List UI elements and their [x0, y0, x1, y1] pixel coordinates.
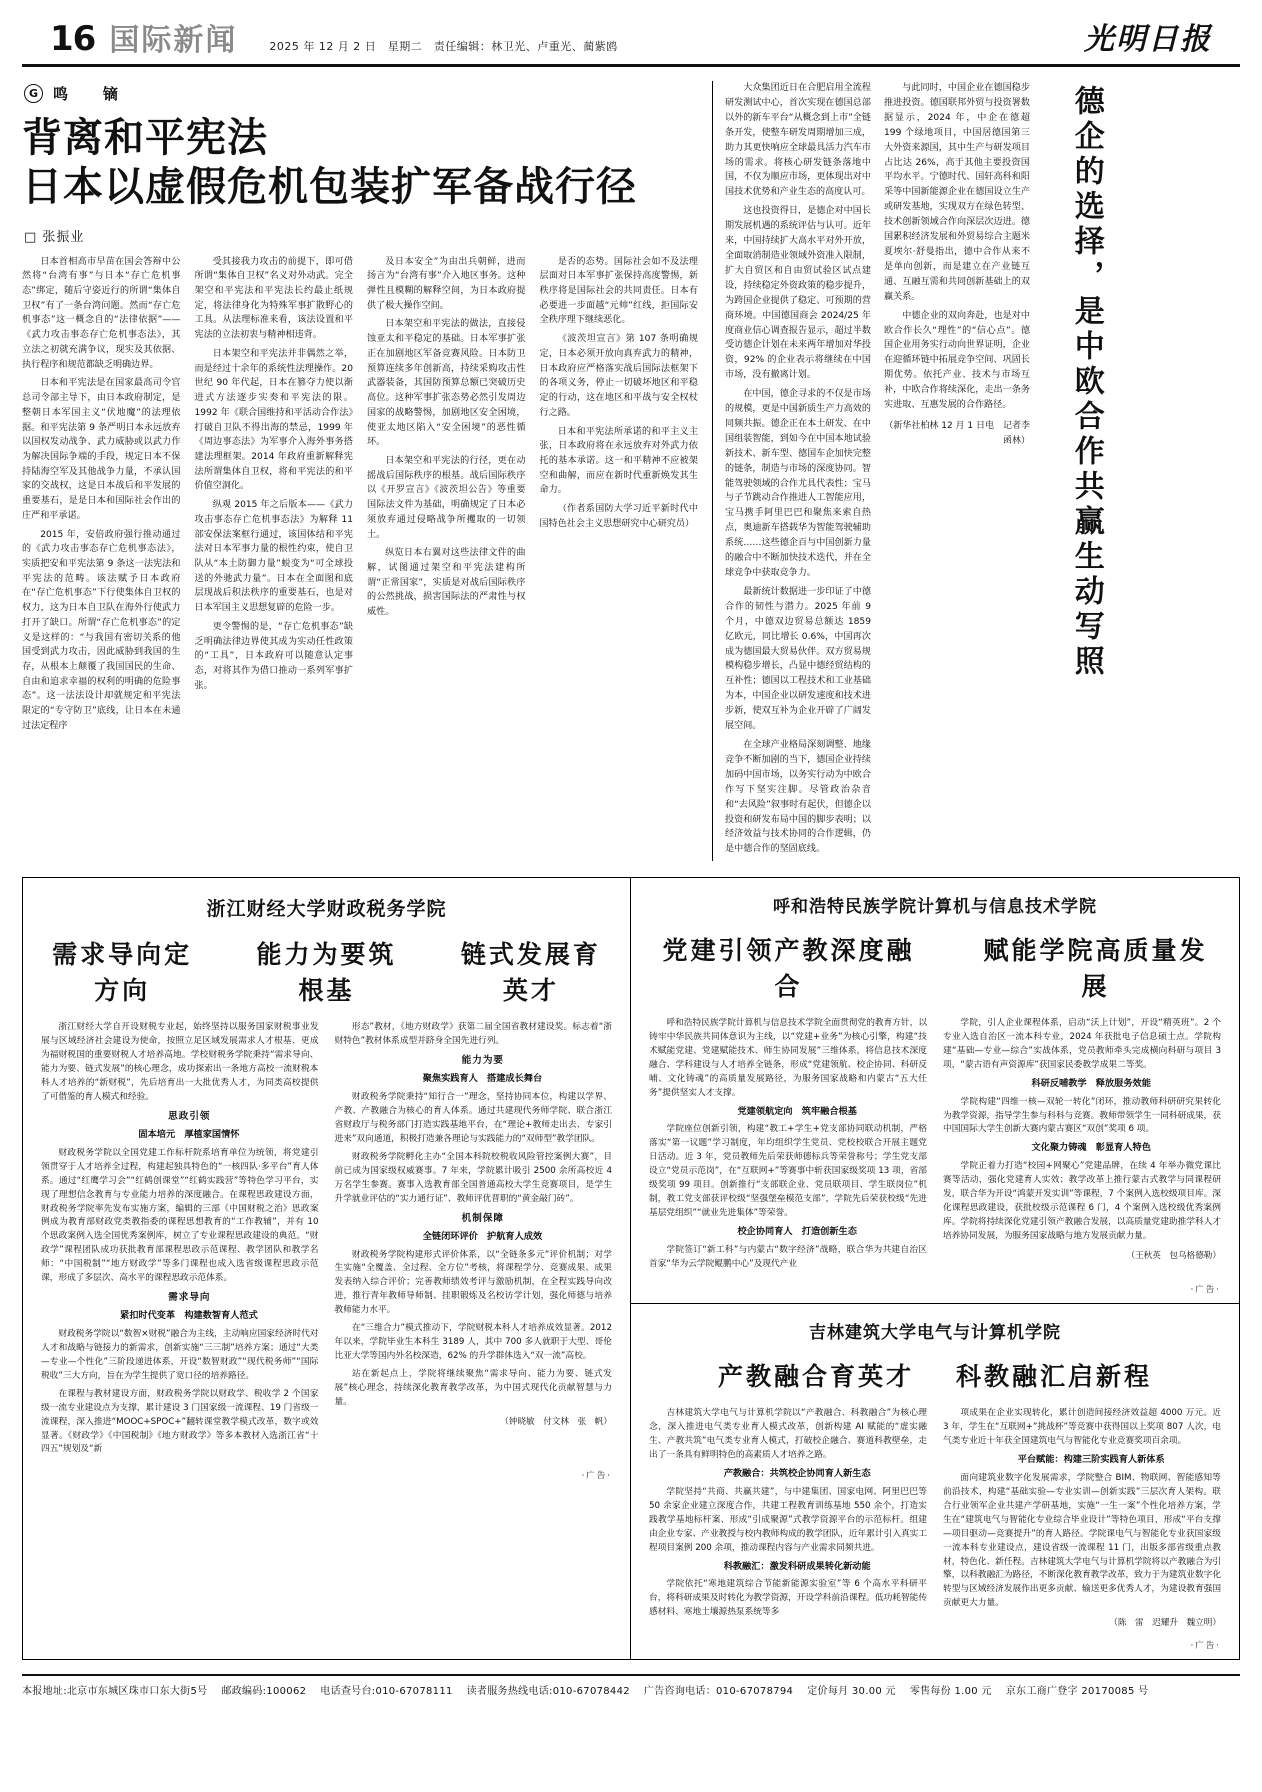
section-title: 国际新闻	[109, 23, 238, 58]
subheading: 文化聚力铸魂 彰显育人特色	[1031, 1142, 1151, 1154]
subheading: 能力为要	[461, 1055, 505, 1067]
masthead	[22, 0, 1240, 67]
top-article-zone	[22, 81, 1240, 861]
vertical-headline-block	[1042, 81, 1126, 861]
ad-right-column	[631, 878, 1239, 1659]
subheading: 机制保障	[461, 1212, 505, 1224]
source-line: （新华社柏林 12 月 1 日电 记者李函林）	[884, 420, 1030, 446]
article-column	[195, 255, 354, 738]
paragraph: 日本架空和平宪法的行径，更在动摇战后国际秩序的根基。战后国际秩序以《开罗宣言》《波茨坦公告》等重要国际法文件为基础，明确规定了日本必须放弃通过侵略战争所攫取的一切领土。	[367, 455, 526, 540]
paragraph: 项成果在企业实现转化，累计创造间接经济效益超 4000 万元。近 3 年，学生在“互联网+”挑战杯”等竞赛中获得国以上奖项 807 人次，电气类专业近十年获全国建筑电气与智能化专业竞赛奖项百余项。	[943, 1408, 1221, 1447]
footer-postcode: 邮政编码:100062	[221, 1685, 307, 1697]
paragraph: 更令警惕的是，“存亡危机事态”缺乏明确法律边界使其成为实动任性政策的“工具”，日本政府可以随意认定事态，对将其作为借口推动一系列军事扩张。	[194, 621, 353, 691]
paragraph: 学院，引人企业课程体系，启动“沃上计划”，开设“精英班”。2 个专业入选自治区一流本科专业，2024 年获批电子信息硕士点。学院构建“基础—专业—综合”实战体系，党员教师牵头完成横向科研与项目 3 项，“蒙古语有声资源库”获国家民委教学成果二等奖。	[943, 1018, 1221, 1070]
subheading: 聚焦实践育人 搭建成长舞台	[422, 1073, 543, 1085]
paragraph: 与此同时，中国企业在德国稳步推进投资。德国联邦外贸与投资署数据显示，2024 年，中企在德超 199 个绿地项目，中国居德国第三大外资来源国，其中生产与研发项目占比达 26%，高于其他主要投资国平均水平。宁德时代、国轩高科和阳采等中国新能源企业在德国设立生产或研发基地，实现双方在绿色转型、技术创新领域合作向深层次迈进。德国累积经济发展和外贸易综合主题米夏埃尔·舒曼指出，德中合作从来不是单向创新，而是建立在产业链互通、互融互需和共同创新基础上的双赢关系。	[884, 83, 1030, 302]
paragraph: 最新统计数据进一步印证了中德合作的韧性与潜力。2025 年前 9 个月，中德双边贸易总额达 1859 亿欧元，同比增长 0.6%，中国再次成为德国最大贸易伙伴。双方贸易规模构稳步增长，凸显中德经贸结构的互补性；德国以工程技术和工业基础为本，中国企业以研发速度和技术进步新，使双互补为企业开辟了广阔发展空间。	[725, 586, 871, 732]
paragraph: 纵观 2015 年之后版本——《武力攻击事态存亡危机事态法》为解释 11 部安保法案框行通过，该国体结和平宪法对日本军事力量的根性约束，使自卫队从“本土防御力量”蜕变为“可全球投送的外驰武力量”。日本在全面图和底层现战后积法秩序的重要基石，也是对日本军国主义思想复辟的危险一步。	[194, 500, 353, 614]
masthead-right	[1084, 14, 1212, 60]
headline-line-1: 背离和平宪法	[22, 115, 268, 161]
paper-name: 光明日报	[1084, 22, 1212, 57]
paragraph: 学院依托“寒地建筑综合节能新能源实验室”等 6 个高水平科研平台，将科研成果及时转化为教学资源，开设学科前沿课程。低功耗智能传感材料、寒地土壤源热泵系统等多	[649, 1579, 927, 1618]
subheading: 全链闭环评价 护航育人成效	[422, 1230, 543, 1242]
ad-column	[41, 1021, 319, 1461]
ad-signoff: （钟晓敏 付文林 张 帆）	[500, 1416, 612, 1427]
article-column	[884, 81, 1030, 861]
paragraph: 财政税务学院以全国党建工作标杆院系培育单位为统领，将党建引领贯穿于人才培养全过程，构建起独具特色的“一核四队·多平台”育人体系。通过“红鹰学习会”“红鹤创课堂”“红鹤实践营”等特色学习平台，实现了理想信念教育与专业能力培养的深度融合。在课程思政建设方面，财政税务学院率先发布实施方案，编辑的三部《中国财税之治》思政案例成为教育部财政党类教指委的课程思想教育的“工作教辅”，并有 10 个思政案例入选全国优秀案例库，树立了专业课程思政建设的典范。“财政学”课程团队成功获批教育部课程思政示范课程、教学团队和教学名师：“中国税制”“地方财政学”等多门课程也成入选省级课程思政示范课，形成了多层次、高水平的课程思政示范体系。	[41, 1147, 319, 1284]
page-number: 16	[50, 19, 96, 59]
tag-label: 鸣 镝	[53, 85, 129, 103]
footer-address: 本报地址:北京市东城区珠市口东大街5号	[22, 1685, 208, 1697]
vertical-headline: 德企的选择，是中欧合作共赢生动写照	[1068, 85, 1104, 680]
ad-slogan	[649, 931, 1221, 1003]
paragraph: 日本架空和平宪法并非偶然之举，而是经过十余年的系统性法理操作。20 世纪 90 年代起，日本在篡夺力使以渐进式方法逐步实奏和平宪法的限。1992 年《联合国维持和平活动合作法》打破自卫队不得出海的禁忌，1999 年《周边事态法》为军事介入海外事务搭建法理框架。2014 年政府重新解释宪法所谓集体自卫权，将和平宪法的和平价值空洞化。	[194, 348, 353, 492]
paragraph: 形态”教材，《地方财政学》获第二届全国省教材建设奖。标志着“浙财特色”教材体系成型并跻身全国先进行列。	[334, 1022, 612, 1047]
paragraph: 是否的态势。国际社会如不及法理层面对日本军事扩张保持高度警惕，新秩序将是国际社会的共同责任。日本有必要进一步面越“元帅”红线，拒国际安全秩序理下继续恶化。	[539, 256, 698, 326]
ad-signoff: （王秋英 包乌格德勒）	[1126, 1250, 1221, 1261]
paragraph: 在全球产业格局深刻调整、地缘竞争不断加剧的当下，德国企业持续加码中国市场，以务实行动为中欧合作写下坚实注脚。尽管政治杂音和“去风险”叙事时有起伏，但德企以投资和研发布局中国的脚步表明；以经济效益与技术协同的合作逻辑，仍是中德合作的坚固底线。	[725, 739, 871, 855]
ad-slogan	[41, 935, 612, 1007]
paragraph: 面向建筑业数字化发展需求，学院整合 BIM、物联网、智能感知等前沿技术，构建“基础实验—专业实训—创新实践”三层次育人架构。联合行业领军企业共建产学研基地，实施“一生一案”个性化培养方案，学生在“建筑电气与智能化专业综合毕业设计”等特色项目，形成“平台支撑—项目驱动—竞赛提升”的育人路径。学院课电气与智能化专业获国家级一流本科专业建设点，建设省级一流课程 11 门，出版多部省级重点教材，特色化、新任程。吉林建筑大学电气与计算机学院将以产教融合为引擎，以科教融汇为路径，不断深化教育教学改革，致力于为建筑业数字化转型与区域经济发展作出更多贡献、输送更多优秀人才，为建设教育强国贡献更大力量。	[943, 1472, 1221, 1609]
paragraph: 财政税务学院以“数智×财税”融合为主线，主动响应国家经济时代对人才和战略与链接力的新需求，创新实施“三三制”培养方案；通过“大类—专业—个性化”三阶段递进体系，开设“数智财政”“现代税务师”“国际税收”三大方向，旨在为学生提供了宽口径的培养路径。	[41, 1329, 319, 1381]
secondary-article-columns	[725, 81, 1030, 861]
ad-jilin-jianzhu	[631, 1304, 1239, 1658]
ad-marker: ·广告·	[1190, 1640, 1221, 1651]
paragraph: 大众集团近日在合肥启用全流程研发测试中心，首次实现在德国总部以外的新车平台“从概念到上市”全链条开发，使整车研发周期增加三成，助力其更快响应全球最具活力汽车市场的需求。将核心研发链条落地中国，不仅为顺应市场，更体现出对中国技术优势和产业生态的高度认可。	[725, 83, 871, 198]
article-column	[367, 255, 526, 738]
footer-license: 京东工商广登字 20170085 号	[1005, 1685, 1149, 1697]
ad-slogan-part: 科教融汇启新程	[956, 1362, 1153, 1392]
ad-slogan-part: 需求导向定方向	[52, 940, 193, 1006]
subheading: 校企协同育人 打造创新生态	[737, 1225, 857, 1237]
ad-zhejiang-finance	[23, 878, 631, 1659]
paragraph: 在“三维合力”模式推动下，学院财税本科人才培养成效显著。2012 年以来，学院毕业生本科生 3189 人，其中 700 多人就职于大型、哥伦比亚大学等国内外名校深造，62% 的升学群体选入“双一流”高校。	[334, 1323, 612, 1362]
paragraph: 财政税务学院孵化主办“全国本科院校税收风险管控案例大赛”，目前已成为国家级权威赛事。7 年来，学院累计吸引 2500 余所高校近 4 万名学生参赛。赛事入选教育部全国普通高校大学生竞赛项目，是学生升学就业评估的“实力通行证”、教师评优晋职的“黄金敲门砖”。	[334, 1151, 612, 1204]
article-column	[540, 255, 699, 738]
ad-body	[649, 1407, 1221, 1630]
paragraph: 学院签订“新工科”与内蒙古“数字经济”战略，联合华为共建自治区首家“华为云学院鲲鹏中心”及现代产业	[649, 1244, 927, 1269]
paragraph: 学院正着力打造“校园+网聚心”党建品牌，在续 4 年举办微党课比赛等活动，强化党建育人实效；教学改革上推行蒙古式教学与同课程研发，联合华为开设“鸿蒙开发实训”等课程，7 个案例入选校级项目库。深化课程思政建设，获批校级示范课程 6 门，4 个案例入选校级优秀案例库。学院将持续深化党建引领产教融合发展，以高质量党建助推学科人才培养协同发展，为服务国家战略与地方发展贡献力量。	[943, 1161, 1221, 1241]
ad-slogan-part: 党建引领产教深度融合	[662, 936, 915, 1002]
ad-column	[943, 1017, 1221, 1275]
paragraph: 2015 年，安倍政府强行推动通过的《武力攻击事态存亡危机事态法》，实质把安和平宪法第 9 条这一法宪法和平宪法的范畴。该法赋予日本政府在“存亡危机事态”下行使集体自卫权的权力，这为日本自卫队在海外行使武力打开了缺口。所谓“存亡危机事态”的定义是这样的：“与我国有密切关系的他国受到武力攻击，因此威胁到我国的生存，从根本上颠覆了我国国民的生命、自由和追求幸福的权利的明确的危险事态”。这一法法设计却就规定和平宪法限定的“专守防卫”底线，让日本在未通过法定程序	[22, 529, 181, 731]
page-title	[22, 114, 698, 212]
ad-school-name: 浙江财经大学财政税务学院	[206, 898, 447, 921]
ad-signoff: （陈 雷 迟耀升 魏立明）	[1109, 1618, 1221, 1629]
article-column	[725, 81, 871, 861]
footer-service-phone: 读者服务热线电话:010-67078442	[466, 1685, 630, 1697]
secondary-article	[712, 81, 1042, 861]
paragraph: 学院坚持“共商、共赢共建”，与中建集团、国家电网、阿里巴巴等 50 余家企业建立深度合作，共建工程教育训练基地 550 余个，打造实践教学基地标杆案、形成“引成聚源”式教学资源平台的示范标杆。组建由企业专家、产业教授与校内教师构成的教学团队，近年累计引入真实工程项目案例 200 余项，推动课程内容与产业需求同频共进。	[649, 1486, 927, 1553]
subheading: 产教融合：共筑校企协同育人新生态	[723, 1468, 871, 1480]
ad-school-name: 呼和浩特民族学院计算机与信息技术学院	[773, 897, 1097, 918]
advertisement-grid	[22, 877, 1240, 1660]
paragraph: 在课程与教材建设方面，财政税务学院以财政学、税收学 2 个国家级一流专业建设点为支撑，累计建设 3 门国家级一流课程、19 门省级一流课程，深入推进“MOOC+SPOC+”翻转课堂教学模式改革，数字或效显著。《财政学》《中国税制》《地方财政学》等多本教材入选浙江省“十四五”规划及“新	[41, 1388, 319, 1455]
ad-body	[41, 1021, 612, 1461]
paragraph: 日本和平宪法所承诺的和平主义主张，日本政府将在永远放弃对外武力依托的基本承诺。这一和平精神不应被架空和曲解，而应在新时代重新焕发其生命力。	[539, 426, 698, 496]
footer-price-month: 定价每月 30.00 元	[807, 1685, 896, 1697]
paragraph: 《波茨坦宣言》第 107 条明确规定，日本必须开放向真弃武力的精神，日本政府应严格落实战后国际法框架下的各项义务，停止一切破坏地区和平稳定的行动，这在地区和平战与安全权杖行之路。	[539, 334, 698, 418]
paragraph: 纵览日本右翼对这些法律文件的曲解，试图通过架空和平宪法建构所谓“正常国家”，实质是对战后国际秩序的公然挑战，损害国际法的严肃性与权威性。	[367, 548, 526, 618]
masthead-meta: 2025 年 12 月 2 日 星期二 责任编辑：林卫光、卢重光、蔺紫鸥	[269, 40, 618, 53]
paragraph: 这也投资得日，是德企对中国长期发展机遇的系统评估与认可。近年来，中国持续扩大高水平对外开放，全面取消制造业领域外资准入限制，扩大自贸区和自由贸试验区试点建设，持续稳定外资政策的稳步提升，为跨国企业提供了稳定、可预期的营商环境。中国德国商会 2024/25 年度商业信心调查报告显示，超过半数受访德企计划在未来两年增加对华投资，92% 的企业表示将继续在中国市场，没有撤离计划。	[725, 206, 871, 381]
subheading: 科研反哺教学 释放服务效能	[1031, 1077, 1151, 1089]
lead-article	[22, 81, 712, 861]
column-tag	[24, 83, 698, 104]
ad-column	[649, 1407, 927, 1630]
paragraph: 学院座位创新引领，构建“教工+学生+党支部协同联动机制，严格落实“第一议题”学习制度，年均组织学生党员、党校校联合开展主题党日活动。近 3 年，党员教师先后荣获师德标兵等荣誉称号；学生党支部设立“党员示范岗”，在“互联网+”等赛事中斩获国家级奖项 13 项，省部级奖项 99 项目。创新推行“支部联企业、党员联项目、学生联岗位”机制，教工党支部获评校级“坚强堡垒模范支部”，学院先后荣获校级“先进基层党组织”“就业先进集体”等荣誉。	[649, 1124, 927, 1218]
ad-slogan-part: 赋能学院高质量发展	[983, 936, 1208, 1002]
ad-marker: ·广告·	[1190, 1285, 1221, 1296]
subheading: 平台赋能：构建三阶实践育人新体系	[1017, 1454, 1165, 1466]
lead-article-columns	[22, 255, 698, 738]
subheading: 需求导向	[168, 1292, 211, 1304]
ad-slogan	[649, 1357, 1221, 1393]
ad-slogan-part: 产教融合育英才	[717, 1362, 914, 1392]
ad-column	[335, 1021, 613, 1461]
article-column	[22, 255, 181, 738]
ad-body	[649, 1017, 1221, 1275]
paragraph: 日本和平宪法是在国家最高司令官总司令部主导下，由日本政府制定，是整朝日本军国主义“伏地魔”的法理依据。和平宪法第 9 条严明日本永远放弃以国权发动战争、武力威胁或以武力作为解决国际争端的手段，规定日本不保持陆海空军及其他战争力量，不承认国家的交战权，这是日本战后和平发展的重要基石，是是日本和国际社会作出的庄严和平承诺。	[22, 378, 181, 521]
paragraph: 呼和浩特民族学院计算机与信息技术学院全面贯彻党的教育方针，以铸牢中华民族共同体意识为主线，以“党建+业务”为核心引擎，构建“技术赋能党建、党建赋能技术、师生协同发展”三维体系，将信息技术深度融合、学科建设与人才培养全链条，形成“党建领航、校企协同、科研反哺、文化铸魂”的高质量发展路径，为服务国家战略和内蒙古“五大任务”提供坚实人才支撑。	[649, 1018, 928, 1098]
subheading: 紧扣时代变革 构建数智育人范式	[120, 1310, 258, 1322]
page-footer	[22, 1674, 1240, 1697]
footer-ad-phone: 广告咨询电话：010-67078794	[643, 1685, 794, 1697]
ad-slogan-part: 能力为要筑根基	[256, 940, 397, 1006]
paragraph: 财政税务学院秉持“知行合一”理念，坚持协同本位，构建以学界、产教、产教融合为核心的育人体系。通过共建现代务师学院、联合浙江省财政厅与税务部门打造实践基地平台，在“理论+教师走出去、专家引进来”双向通道，积极打造兼各理论与实践能力的“双师型”教学团队。	[334, 1092, 612, 1144]
paragraph: （作者系国防大学习近平新时代中国特色社会主义思想研究中心研究员）	[539, 504, 698, 529]
paragraph: 站在新起点上，学院将继续聚焦“需求导向、能力为要、链式发展”核心理念，持续深化教育教学改革，为中国式现代化贡献智慧与力量。	[334, 1368, 612, 1407]
footer-phone: 电话查号台:010-67078111	[320, 1685, 453, 1697]
tag-letter-icon: G	[24, 84, 43, 103]
paragraph: 及日本安全”为由出兵朝鲜，进而扬言为“台湾有事”介入地区事务。这种弹性且模糊的解释空间，为日本政府提供了极大操作空间。	[367, 256, 526, 311]
paragraph: 中德企业的双向奔赴，也是对中欧合作长久“理性”的“信心点”。德国企业用务实行动向世界证明，企业在迎循环链中拓展竞争空间、巩固长期优势。依托产业、技术与市场互补，中欧合作将续深化，走出一条务实进取、互惠发展的合作路径。	[884, 310, 1030, 411]
paragraph: 在中国，德企寻求的不仅是市场的规模，更是中国新质生产力高效的同频共振。德企正在本土研发、在中国组装智能，到如今在中国本地试验新技术、新车型、德国车企加快完整的链条，制造与市场的深度协同。智能驾驶领域的合作尤具代表性；宝马与子节跳动合作推进人工智能应用，宝马携手阿里巴巴和聚焦来索自热点，奥迪新车搭载华为智能驾驶辅助系统……这些德企百与中国创新力量的融合中不断加快技术迭代，并在全球竞争中获取竞争力。	[725, 389, 871, 578]
paragraph: 日本首相高市早苗在国会答辩中公然将“台湾有事”与日本“存亡危机事态”绑定，随后守姿近行的所谓“集体自卫权”有了一条台湾问题。然而“存亡危机事态”这一概念自的“法律依据”——《武力攻击事态存亡危机事态法》，其立法之初就充满争议，现实及其依据、执行程序和规范都缺乏明确边界。	[22, 256, 181, 370]
paragraph: 吉林建筑大学电气与计算机学院以“产教融合、科教融合”为核心理念，深入推进电气类专业育人模式改革，创新构建 AI 赋能的“虚实融生、产教共筑”电气类专业育人模式，打破校企融合、赛道科教壁垒，走出了一条具有鲜明特色的高素质人才培养之路。	[649, 1408, 927, 1461]
paragraph: 日本架空和平宪法的做法，直接侵蚀亚太和平稳定的基础。日本军事扩张正在加剧地区军备竞赛风险。日本防卫预算连续多年创新高，持续采购攻击性武器装备，其国防预算总额已突破历史高位。这种军事扩张态势必然引发周边国家的战略警惕，加剧地区安全困境，使亚太地区陷入“安全困境”的恶性循环。	[367, 319, 526, 448]
masthead-left	[50, 15, 618, 60]
headline-line-2: 日本以虚假危机包装扩军备战行径	[22, 163, 637, 210]
paragraph: 浙江财经大学自开设财税专业起，始终坚持以服务国家财税事业发展与区域经济社会建设为使命，按照立足区域发展需求人才根基、更成为福财税国的重要财税人才培养高地。学校财税务学院秉持“需求导向、能力为要、链式发展”的核心理念，成功探索出一条地方高校一流财税本科人才培养的“新财税”，先后培育出一大批优秀人才，为同类高校提供了可借鉴的育人模式和经验。	[41, 1022, 319, 1102]
ad-hohhot-university	[631, 878, 1239, 1304]
ad-marker: ·广告·	[581, 1471, 612, 1482]
ad-school-name: 吉林建筑大学电气与计算机学院	[809, 1323, 1061, 1344]
subheading: 党建领航定向 筑牢融合根基	[737, 1105, 857, 1117]
ad-slogan-part: 链式发展育英才	[460, 940, 601, 1006]
subheading: 科教融汇：激发科研成果转化新动能	[723, 1560, 871, 1572]
paragraph: 受其接我力攻击的前提下，即可借所谓“集体自卫权”名义对外动武。完全架空和平宪法和平宪法长约最止纸规定，将法律身化为特殊军事扩散野心的工具。从法理标准来看，该法设置和平宪法的立法初衷与精神相违背。	[194, 256, 353, 341]
paragraph: 学院构建“四维一核—双轮一转化”闭环，推动教师科研研究果转化为教学资源，指导学生参与科科与竞赛。教师带领学生一同科研成果，获中国国际大学生创新大赛内蒙古赛区“双创”奖项 6 项。	[943, 1096, 1221, 1135]
paragraph: 财政税务学院构建形式评价体系，以“全链条多元”评价机制；对学生实施“全覆盖、全过程、全方位”考核，将课程学分、竞赛成果、成果发表纳入综合评价；完善教师绩效考评与激励机制，在全程实践导向改进，推行青年教师导师制、挂职锻炼及名校访学计划，强化师德与培养教师能力水平。	[334, 1249, 612, 1316]
subheading: 思政引领	[168, 1110, 211, 1122]
footer-price-copy: 零售每份 1.00 元	[909, 1685, 992, 1697]
subheading: 固本培元 厚植家国情怀	[138, 1129, 240, 1141]
ad-column	[649, 1017, 927, 1275]
article-author: □ 张振业	[24, 229, 85, 245]
ad-column	[943, 1407, 1221, 1630]
